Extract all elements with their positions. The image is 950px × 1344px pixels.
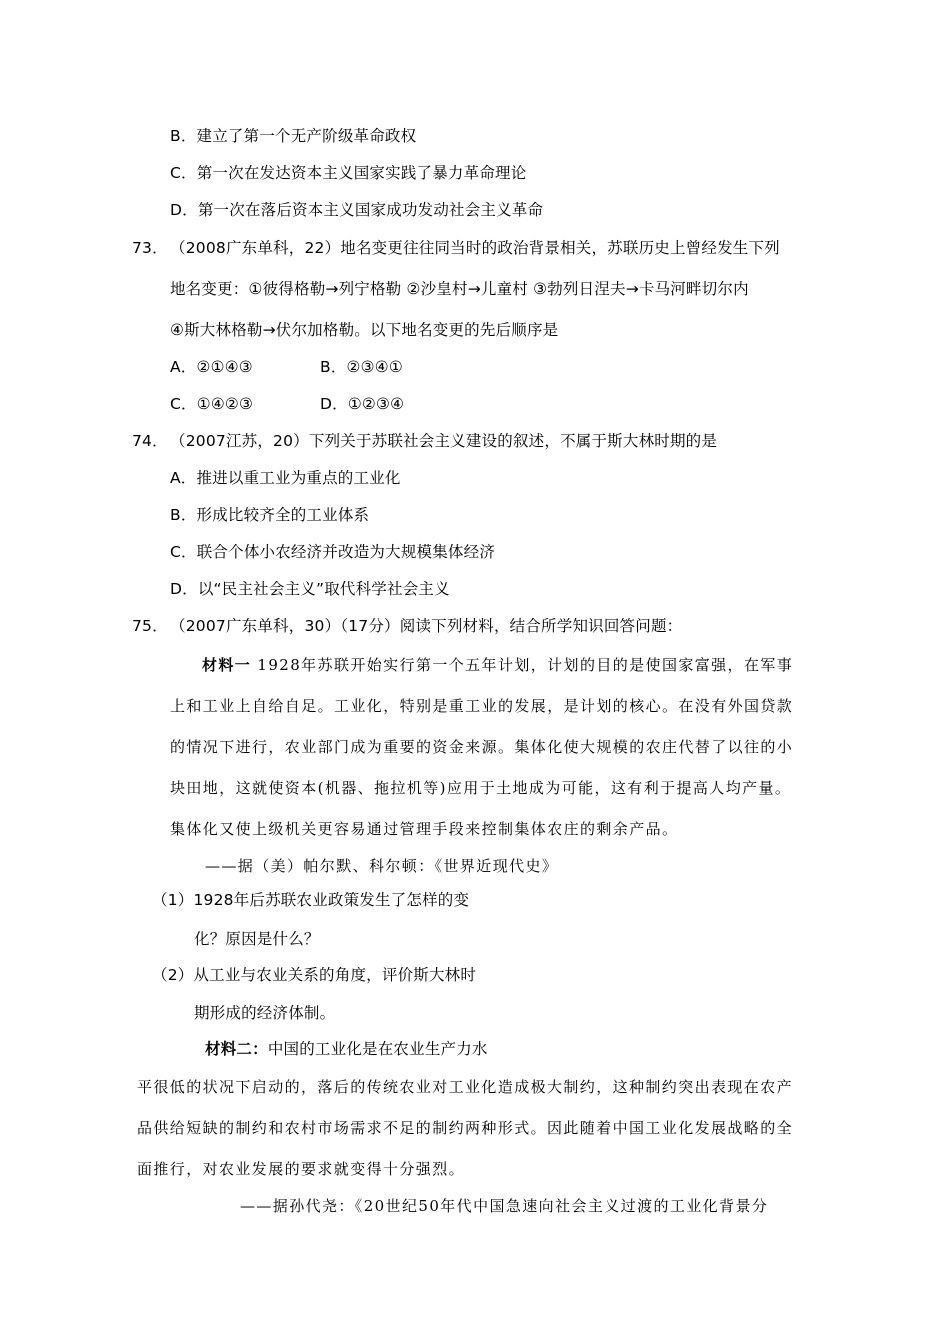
q73-number: 73． bbox=[132, 239, 168, 257]
material1-line-2: 上和工业上自给自足。工业化，特别是重工业的发展，是计划的核心。在没有外国贷款 bbox=[170, 697, 794, 715]
q75-stem bbox=[132, 616, 682, 636]
q74-option-b: B．形成比较齐全的工业体系 bbox=[170, 506, 370, 524]
q72-option-b: B．建立了第一个无产阶级革命政权 bbox=[170, 127, 417, 145]
material2-first-text: 中国的工业化是在农业生产力水 bbox=[267, 1040, 488, 1058]
q74-stem-text: （2007江苏，20）下列关于苏联社会主义建设的叙述，不属于斯大林时期的是 bbox=[170, 432, 718, 450]
q73-option-c: C．①④②③ bbox=[170, 395, 254, 413]
material2-source: ——据孙代尧：《20世纪50年代中国急速向社会主义过渡的工业化背景分 bbox=[240, 1197, 769, 1215]
sub-question-1-line-1: （1）1928年后苏联农业政策发生了怎样的变 bbox=[152, 891, 470, 909]
q75-number: 75． bbox=[132, 617, 168, 635]
q73-option-b: B．②③④① bbox=[320, 358, 403, 376]
q73-stem-line-2: 地名变更：①彼得格勒→列宁格勒 ②沙皇村→儿童村 ③勃列日涅夫→卡马河畔切尔内 bbox=[170, 280, 749, 298]
material2-label: 材料二： bbox=[205, 1040, 268, 1058]
sub-question-2-line-2: 期形成的经济体制。 bbox=[194, 1004, 336, 1022]
sub-question-1-line-2: 化？原因是什么？ bbox=[194, 930, 320, 948]
q73-stem-line-1 bbox=[132, 238, 780, 258]
material2-line-4: 面推行，对农业发展的要求就变得十分强烈。 bbox=[137, 1160, 466, 1178]
q72-option-d: D．第一次在落后资本主义国家成功发动社会主义革命 bbox=[170, 201, 544, 219]
material1-text: 1928年苏联开始实行第一个五年计划，计划的目的是使国家富强，在军事 bbox=[251, 656, 794, 674]
material1-line-3: 的情况下进行，农业部门成为重要的资金来源。集体化使大规模的农庄代替了以往的小 bbox=[170, 738, 794, 756]
material2-line-2: 平很低的状况下启动的，落后的传统农业对工业化造成极大制约，这种制约突出表现在农产 bbox=[137, 1078, 794, 1096]
material2-line-3: 品供给短缺的制约和农村市场需求不足的制约两种形式。因此随着中国工业化发展战略的全 bbox=[137, 1119, 794, 1137]
q74-option-d: D．以“民主社会主义”取代科学社会主义 bbox=[170, 580, 450, 598]
material2-line-1 bbox=[205, 1039, 488, 1059]
q73-option-d: D．①②③④ bbox=[320, 395, 405, 413]
q73-option-a: A．②①④③ bbox=[170, 358, 253, 376]
q72-option-c: C．第一次在发达资本主义国家实践了暴力革命理论 bbox=[170, 164, 527, 182]
material1-source: ——据（美）帕尔默、科尔顿：《世界近现代史》 bbox=[205, 857, 559, 875]
q74-stem bbox=[132, 431, 717, 451]
q74-option-a: A．推进以重工业为重点的工业化 bbox=[170, 469, 401, 487]
material1-label: 材料一 bbox=[202, 656, 252, 674]
q74-number: 74． bbox=[132, 432, 168, 450]
q74-option-c: C．联合个体小农经济并改造为大规模集体经济 bbox=[170, 543, 496, 561]
material1-line-1 bbox=[202, 655, 793, 675]
q73-stem-text: （2008广东单科，22）地名变更往往同当时的政治背景相关，苏联历史上曾经发生下列 bbox=[170, 239, 780, 257]
q73-stem-line-3: ④斯大林格勒→伏尔加格勒。以下地名变更的先后顺序是 bbox=[170, 321, 559, 339]
q75-stem-text: （2007广东单科，30）（17分）阅读下列材料，结合所学知识回答问题： bbox=[170, 617, 683, 635]
sub-question-2-line-1: （2）从工业与农业关系的角度，评价斯大林时 bbox=[152, 966, 477, 984]
material1-line-5: 集体化又使上级机关更容易通过管理手段来控制集体农庄的剩余产品。 bbox=[170, 820, 679, 838]
material1-line-4: 块田地，这就使资本(机器、拖拉机等)应用于土地成为可能，这有利于提高人均产量。 bbox=[170, 779, 792, 797]
